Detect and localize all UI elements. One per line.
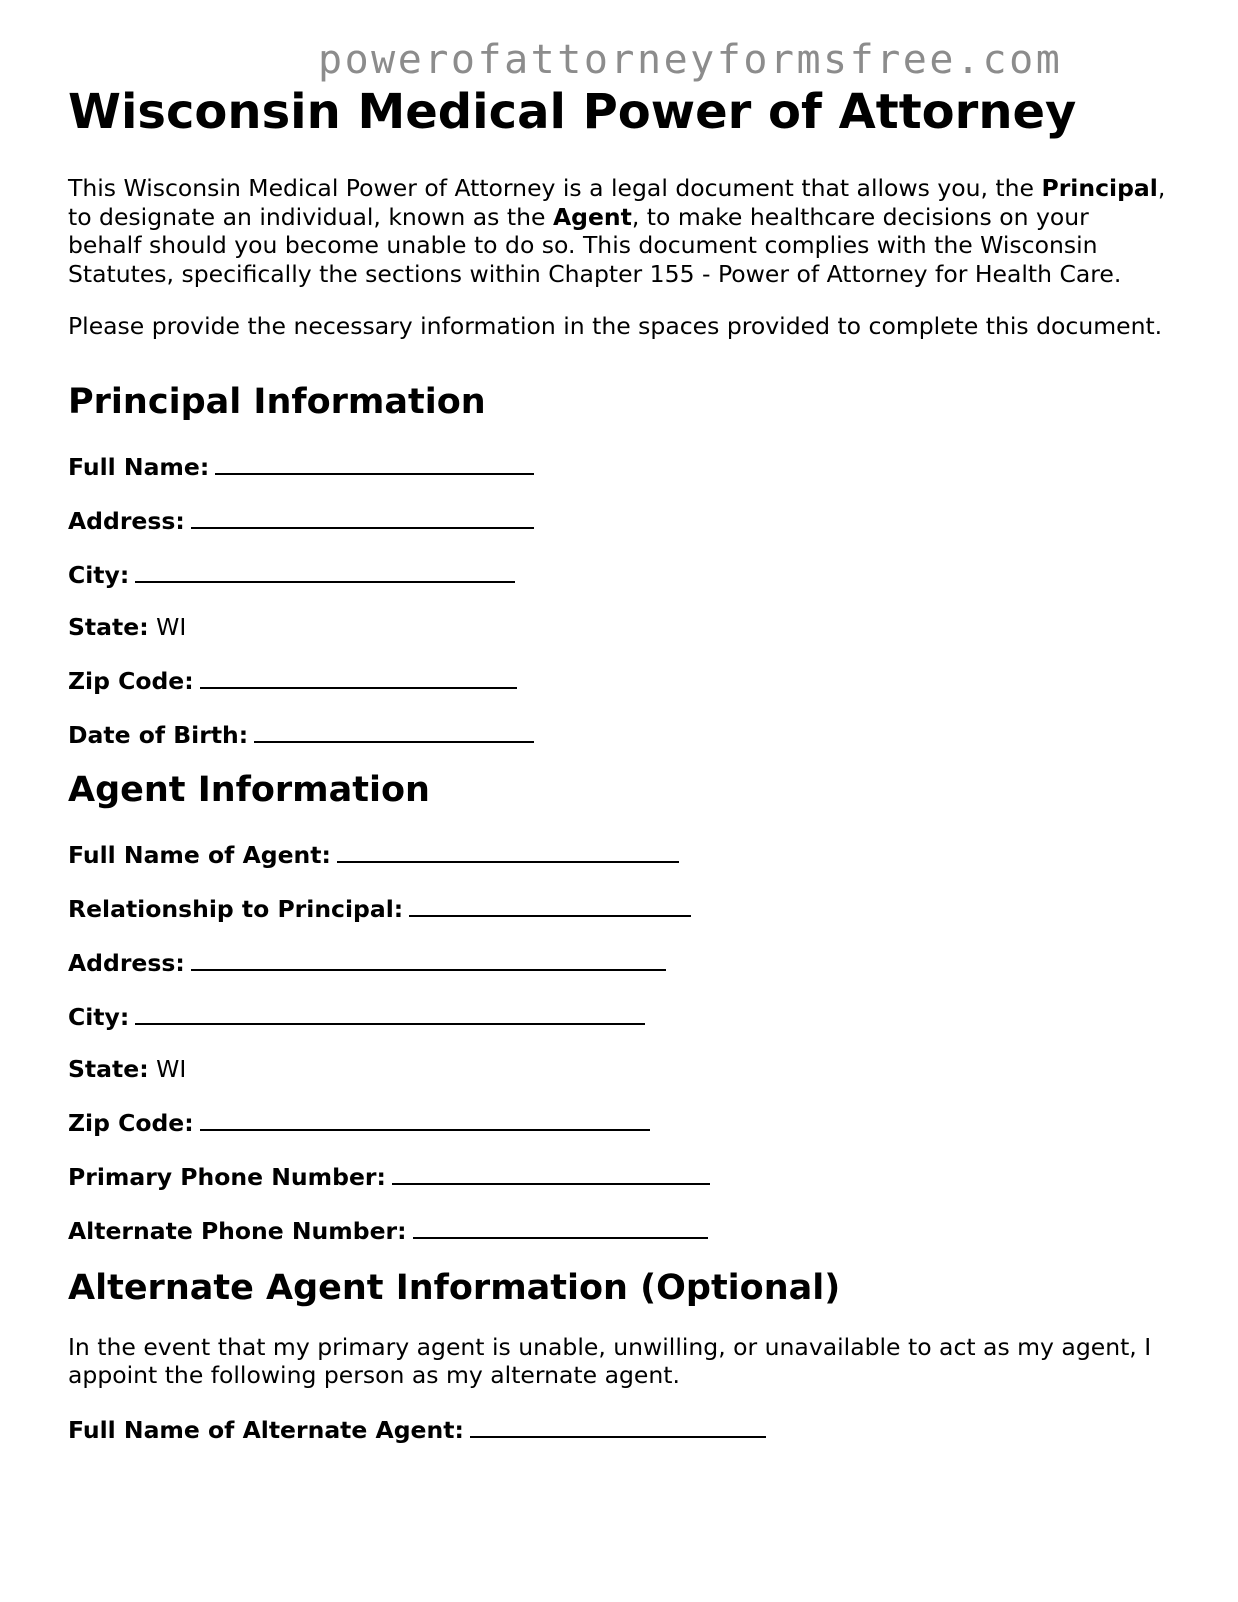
intro-text-1: This Wisconsin Medical Power of Attorney is a legal document that allows you, the	[68, 174, 1042, 202]
agent-primary-phone-label: Primary Phone Number:	[68, 1162, 386, 1191]
principal-zip-field	[68, 665, 1168, 695]
agent-full-name-blank[interactable]	[337, 839, 679, 863]
document-body	[68, 174, 1168, 1444]
principal-section-heading: Principal Information	[68, 381, 486, 422]
agent-primary-phone-blank[interactable]	[392, 1161, 710, 1185]
principal-city-label: City:	[68, 560, 130, 589]
principal-state-field	[68, 613, 1168, 641]
agent-address-blank[interactable]	[191, 947, 666, 971]
principal-address-field	[68, 505, 1168, 535]
agent-term: Agent	[552, 202, 632, 231]
principal-term: Principal	[1041, 174, 1158, 202]
agent-zip-field	[68, 1107, 1168, 1137]
agent-primary-phone-field	[68, 1161, 1168, 1191]
agent-zip-blank[interactable]	[200, 1107, 650, 1131]
agent-address-field	[68, 947, 1168, 977]
agent-alternate-phone-field	[68, 1215, 1168, 1245]
agent-state-label: State:	[68, 1054, 149, 1083]
principal-state-value: WI	[156, 612, 187, 641]
agent-state-value: WI	[156, 1054, 187, 1083]
principal-zip-label: Zip Code:	[68, 666, 194, 695]
document-title: Wisconsin Medical Power of Attorney	[68, 84, 1077, 140]
principal-full-name-field	[68, 451, 1168, 481]
principal-dob-label: Date of Birth:	[68, 720, 249, 749]
agent-section-heading: Agent Information	[68, 769, 430, 810]
alternate-agent-full-name-blank[interactable]	[470, 1414, 766, 1438]
agent-full-name-label: Full Name of Agent:	[68, 840, 331, 869]
principal-dob-field	[68, 719, 1168, 749]
principal-address-label: Address:	[68, 506, 185, 535]
agent-relationship-blank[interactable]	[409, 893, 691, 917]
principal-state-label: State:	[68, 612, 149, 641]
agent-relationship-label: Relationship to Principal:	[68, 894, 404, 923]
alternate-agent-full-name-label: Full Name of Alternate Agent:	[68, 1415, 464, 1444]
principal-address-blank[interactable]	[191, 505, 534, 529]
agent-city-blank[interactable]	[135, 1001, 645, 1025]
intro-paragraph	[68, 174, 1168, 288]
intro-text-3: , to make healthcare decisions on your behalf should you become unable to do so. This document complies with the Wisconsin Statutes, specifically the sections within Chapter 155 - Power of Attorney for Health Care.	[68, 202, 1122, 288]
alternate-agent-paragraph: In the event that my primary agent is unable, unwilling, or unavailable to act as my agent, I appoint the following person as my alternate agent.	[68, 1332, 1152, 1389]
principal-full-name-blank[interactable]	[215, 451, 534, 475]
site-watermark: powerofattorneyformsfree.com	[318, 37, 1063, 83]
principal-dob-blank[interactable]	[254, 719, 534, 743]
principal-city-blank[interactable]	[135, 559, 515, 583]
agent-alternate-phone-blank[interactable]	[413, 1215, 708, 1239]
principal-city-field	[68, 559, 1168, 589]
agent-zip-label: Zip Code:	[68, 1108, 194, 1137]
agent-full-name-field	[68, 839, 1168, 869]
agent-city-field	[68, 1001, 1168, 1031]
agent-city-label: City:	[68, 1002, 130, 1031]
principal-zip-blank[interactable]	[200, 665, 517, 689]
agent-state-field	[68, 1055, 1168, 1083]
agent-relationship-field	[68, 893, 1168, 923]
alternate-agent-section-heading: Alternate Agent Information (Optional)	[68, 1267, 841, 1308]
principal-full-name-label: Full Name:	[68, 452, 210, 481]
agent-address-label: Address:	[68, 948, 185, 977]
instructions-paragraph: Please provide the necessary information in the spaces provided to complete this document.	[68, 312, 1163, 340]
agent-alternate-phone-label: Alternate Phone Number:	[68, 1216, 407, 1245]
alternate-agent-full-name-field	[68, 1414, 1168, 1444]
intro-text-2: , to designate an individual, known as the	[68, 174, 1166, 231]
